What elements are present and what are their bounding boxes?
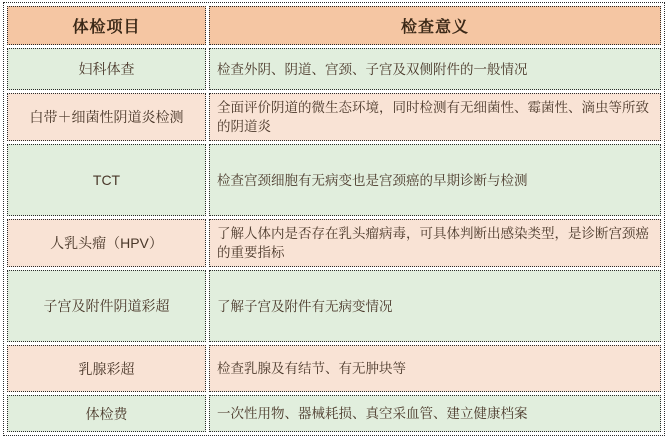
- meaning-cell: 一次性用物、器械耗损、真空采血管、建立健康档案: [209, 395, 661, 432]
- item-cell: TCT: [7, 144, 206, 216]
- item-cell: 乳腺彩超: [7, 345, 206, 392]
- table-row: [7, 345, 661, 392]
- item-cell: 妇科体查: [7, 48, 206, 90]
- checkup-table: [3, 2, 665, 436]
- header-cell-item: 体检项目: [7, 6, 206, 45]
- meaning-cell: 了解人体内是否存在乳头瘤病毒，可具体判断出感染类型，是诊断宫颈癌的重要指标: [209, 219, 661, 267]
- table-row: [7, 144, 661, 216]
- table-row: [7, 270, 661, 342]
- table-row: [7, 48, 661, 90]
- meaning-cell: 检查宫颈细胞有无病变也是宫颈癌的早期诊断与检测: [209, 144, 661, 216]
- item-cell: 人乳头瘤（HPV）: [7, 219, 206, 267]
- header-cell-meaning: 检查意义: [209, 6, 661, 45]
- meaning-cell: 检查乳腺及有结节、有无肿块等: [209, 345, 661, 392]
- item-cell: 白带＋细菌性阴道炎检测: [7, 93, 206, 141]
- meaning-cell: 了解子宫及附件有无病变情况: [209, 270, 661, 342]
- item-cell: 体检费: [7, 395, 206, 432]
- item-cell: 子宫及附件阴道彩超: [7, 270, 206, 342]
- table-row: [7, 395, 661, 432]
- meaning-cell: 检查外阴、阴道、宫颈、子宫及双侧附件的一般情况: [209, 48, 661, 90]
- header-row: [7, 6, 661, 45]
- meaning-cell: 全面评价阴道的微生态环境，同时检测有无细菌性、霉菌性、滴虫等所致的阴道炎: [209, 93, 661, 141]
- table-row: [7, 93, 661, 141]
- table-row: [7, 219, 661, 267]
